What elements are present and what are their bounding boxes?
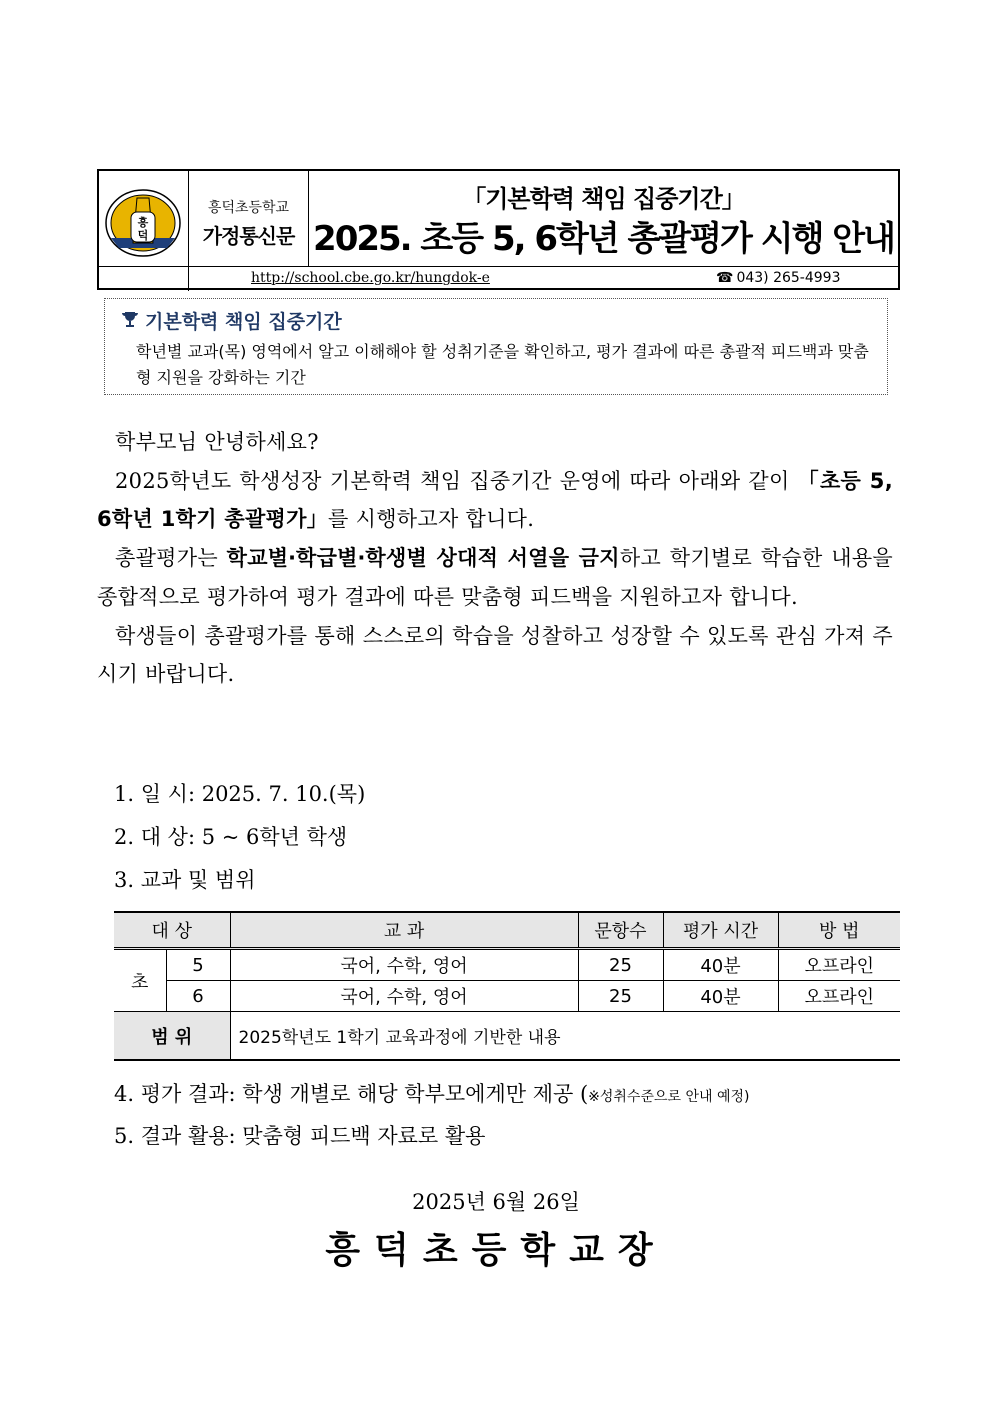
info-box: [104, 298, 888, 395]
table-row: 초 5 국어, 수학, 영어 25 40분 오프라인: [114, 949, 900, 981]
issue-date: 2025년 6월 26일: [412, 1190, 580, 1214]
school-url-link[interactable]: http://school.cbe.go.kr/hungdok-e: [251, 270, 490, 286]
list-item-results: 4. 평가 결과: 학생 개별로 해당 학부모에게만 제공 (※성취수준으로 안내 예정): [114, 1082, 750, 1106]
newsletter-header: [97, 169, 900, 290]
newsletter-type: 가정통신문: [202, 224, 295, 248]
svg-text:흥: 흥: [137, 216, 149, 229]
phone-number: ☎ 043) 265-4993: [716, 270, 841, 286]
newsletter-label: [189, 171, 309, 266]
info-description: 학년별 교과(목) 영역에서 알고 이해해야 할 성취기준을 확인하고, 평가 결과에 따른 총괄적 피드백과 맞춤형 지원을 강화하는 기간: [136, 342, 869, 387]
info-title: 기본학력 책임 집중기간: [121, 307, 342, 334]
document-title: 2025. 초등 5, 6학년 총괄평가 시행 안내: [313, 219, 894, 259]
list-item-date: 1. 일 시: 2025. 7. 10.(목): [114, 782, 366, 806]
header-contact-row: [99, 266, 898, 291]
table-row: 6 국어, 수학, 영어 25 40분 오프라인: [114, 981, 900, 1012]
paragraph-3: 학생들이 총괄평가를 통해 스스로의 학습을 성찰하고 성장할 수 있도록 관심 가져 주시기 바랍니다.: [97, 623, 893, 687]
info-list: [114, 778, 365, 907]
list-item-subjects: 3. 교과 및 범위: [114, 868, 256, 892]
school-logo-icon: [103, 188, 183, 258]
list-item-target: 2. 대 상: 5 ~ 6학년 학생: [114, 825, 348, 849]
document-subtitle: 「기본학력 책임 집중기간」: [462, 185, 745, 213]
table-range-row: [114, 1012, 900, 1061]
principal-signature: 흥덕초등학교장: [325, 1230, 667, 1271]
trophy-icon: [121, 310, 139, 333]
evaluation-table: [114, 911, 900, 1061]
exam-name-emphasis: 「초등 5, 6학년 1학기 총괄평가」: [97, 468, 893, 532]
greeting: 학부모님 안녕하세요?: [115, 430, 319, 454]
logo-cell: [99, 171, 189, 266]
header-method: 방 법: [778, 912, 900, 949]
results-note: ※성취수준으로 안내 예정): [588, 1089, 750, 1105]
header-target: 대 상: [114, 912, 230, 949]
svg-text:덕: 덕: [137, 229, 149, 242]
header-subject: 교 과: [230, 912, 578, 949]
paragraph-2: 총괄평가는 학교별‧학급별‧학생별 상대적 서열을 금지하고 학기별로 학습한 내용을 종합적으로 평가하여 평가 결과에 따른 맞춤형 피드백을 지원하고자 합니다.: [97, 546, 894, 609]
paragraph-1: 2025학년도 학생성장 기본학력 책임 집중기간 운영에 따라 아래와 같이 「초등 5, 6학년 1학기 총괄평가」를 시행하고자 합니다.: [97, 468, 893, 532]
school-name: 흥덕초등학교: [207, 200, 290, 216]
group-label: 초: [114, 949, 166, 1012]
list-item-usage: 5. 결과 활용: 맞춤형 피드백 자료로 활용: [114, 1124, 486, 1148]
ranking-ban-emphasis: 학교별‧학급별‧학생별 상대적 서열을 금지: [226, 546, 620, 571]
header-count: 문항수: [578, 912, 663, 949]
phone-icon: ☎: [716, 270, 734, 286]
letter-body: [97, 423, 893, 694]
title-cell: [309, 171, 898, 266]
range-text: 2025학년도 1학기 교육과정에 기반한 내용: [230, 1012, 900, 1061]
header-time: 평가 시간: [663, 912, 778, 949]
table-header-row: [114, 912, 900, 949]
range-label: 범 위: [114, 1012, 230, 1061]
info-list-2: [114, 1078, 749, 1162]
